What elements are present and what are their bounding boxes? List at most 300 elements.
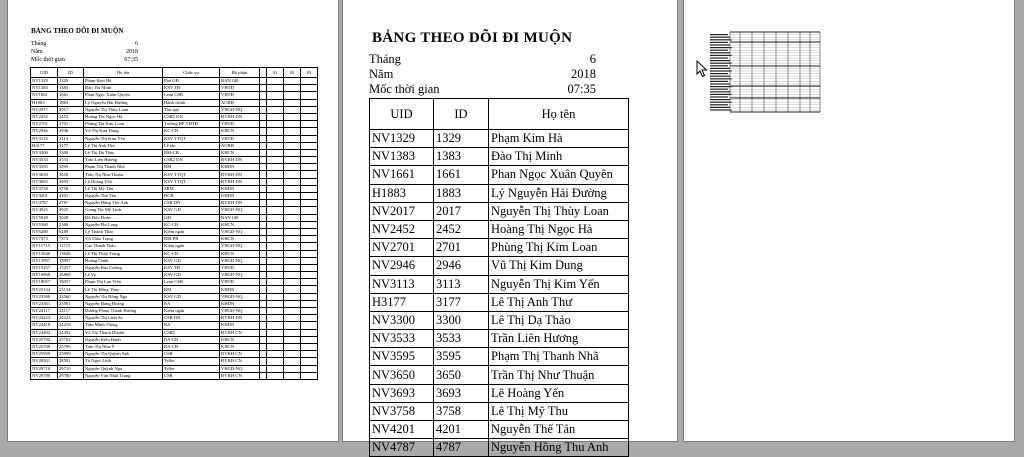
spacer-cell <box>260 185 267 192</box>
name-cell: Nguyễn Kiều Hạnh <box>84 336 163 343</box>
table-row <box>31 92 318 99</box>
thumb-text-mark <box>710 44 730 45</box>
department-cell: BAN GĐ <box>220 214 260 221</box>
department-cell: ĐVKH CN <box>220 351 260 358</box>
id-cell: 24117 <box>58 308 84 315</box>
thumb-text-mark <box>710 73 728 74</box>
name-cell: Giang Thị Mỹ Linh <box>84 207 163 214</box>
table-row <box>31 228 318 235</box>
id-cell: 1383 <box>434 148 489 166</box>
day-cell <box>301 113 318 120</box>
uid-cell: NV4201 <box>370 421 434 439</box>
day-cell <box>267 358 284 365</box>
uid-cell: NV16868 <box>31 272 58 279</box>
department-cell: KHCN <box>220 343 260 350</box>
position-cell: CSR2 <box>163 329 220 336</box>
position-cell: HCB <box>163 193 220 200</box>
position-cell: Trưởng BP VHTĐ <box>163 121 220 128</box>
uid-cell: NV4787 <box>370 439 434 457</box>
day-cell <box>267 286 284 293</box>
name-cell: Phạm Thị Thanh Nhã <box>489 348 629 366</box>
zoomed-meta-year-label: Năm <box>369 67 394 81</box>
department-cell: ĐVKH DN <box>220 315 260 322</box>
department-cell: ĐVKH CN <box>220 358 260 365</box>
day-cell <box>267 279 284 286</box>
day-cell <box>267 300 284 307</box>
day-cell <box>284 250 301 257</box>
zoomed-meta-month-value: 6 <box>589 52 596 66</box>
department-cell: ACBH <box>220 142 260 149</box>
department-cell: KHDN <box>220 300 260 307</box>
day-cell <box>301 308 318 315</box>
uid-cell: NV3595 <box>31 164 58 171</box>
thumb-text-mark <box>710 86 732 87</box>
thumb-text-mark <box>710 89 728 90</box>
day-cell <box>267 171 284 178</box>
id-cell: 3758 <box>58 185 84 192</box>
zoomed-table-row <box>370 293 629 311</box>
spacer-cell <box>260 264 267 271</box>
id-cell: 4787 <box>58 200 84 207</box>
name-cell: Phan Ngọc Xuân Quyên <box>489 166 629 184</box>
zoomed-table-row <box>370 148 629 166</box>
zoomed-meta-time-label: Mốc thời gian <box>369 82 440 96</box>
table-row <box>31 250 318 257</box>
id-cell: 24418 <box>58 322 84 329</box>
uid-cell: NV29710 <box>31 365 58 372</box>
day-cell <box>284 193 301 200</box>
position-cell: SRM <box>163 185 220 192</box>
day-cell <box>301 207 318 214</box>
position-cell: CSR DN <box>163 200 220 207</box>
id-cell: 3113 <box>434 275 489 293</box>
mouse-pointer-icon <box>696 60 708 78</box>
id-cell: 3300 <box>434 311 489 329</box>
spacer-cell <box>260 106 267 113</box>
day-cell <box>301 372 318 379</box>
uid-cell: NV3300 <box>31 149 58 156</box>
zoomed-table-row <box>370 220 629 238</box>
day-cell <box>267 322 284 329</box>
spacer-cell <box>260 336 267 343</box>
table-row <box>31 300 318 307</box>
spacer-cell <box>260 128 267 135</box>
day-cell <box>267 142 284 149</box>
department-cell: ACBH <box>220 99 260 106</box>
day-cell <box>284 99 301 106</box>
id-cell: 1661 <box>58 92 84 99</box>
day-cell <box>284 157 301 164</box>
position-cell: KC-CB <box>163 221 220 228</box>
day-cell <box>301 149 318 156</box>
table-row <box>31 243 318 250</box>
department-cell: KHDN <box>220 322 260 329</box>
position-cell: Teller <box>163 365 220 372</box>
position-cell: RM-CB <box>163 149 220 156</box>
name-cell: Hoàng Oanh <box>84 257 163 264</box>
name-cell: Nguyễn Thị Kim Yến <box>84 135 163 142</box>
table-row <box>31 257 318 264</box>
day-cell <box>301 178 318 185</box>
thumb-text-mark <box>710 47 732 48</box>
table-row <box>31 164 318 171</box>
zoomed-meta-time-value: 07:35 <box>567 82 596 96</box>
name-cell: Lê Thị Dạ Thảo <box>84 149 163 156</box>
zoomed-table-row <box>370 257 629 275</box>
day-cell <box>301 250 318 257</box>
id-cell: 1383 <box>58 85 84 92</box>
day-cell <box>267 164 284 171</box>
day-cell <box>267 250 284 257</box>
thumb-text-mark <box>710 81 728 82</box>
day-cell <box>267 372 284 379</box>
day-cell <box>267 243 284 250</box>
spacer-cell <box>260 329 267 336</box>
spacer-cell <box>260 372 267 379</box>
spacer-cell <box>260 315 267 322</box>
day-cell <box>301 164 318 171</box>
spacer-cell <box>260 308 267 315</box>
uid-cell: NV3650 <box>370 366 434 384</box>
position-cell: Phó GĐ <box>163 78 220 85</box>
day-cell <box>267 135 284 142</box>
thumb-text-mark <box>710 65 728 66</box>
spacer-cell <box>260 200 267 207</box>
position-cell: KSV TTQT <box>163 178 220 185</box>
day-cell <box>301 185 318 192</box>
uid-cell: NV3693 <box>370 384 434 402</box>
name-cell: Hoàng Thị Ngọc Hà <box>84 113 163 120</box>
position-cell: KSV GD <box>163 257 220 264</box>
name-cell: Lý Nguyễn Hải Đường <box>84 99 163 106</box>
zoomed-page-title: BẢNG THEO DÕI ĐI MUỘN <box>372 30 573 46</box>
name-cell: Lý Thanh Thảo <box>84 228 163 235</box>
id-cell: 15257 <box>58 264 84 271</box>
uid-cell: H1883 <box>31 99 58 106</box>
day-cell <box>267 200 284 207</box>
day-cell <box>284 142 301 149</box>
day-cell <box>284 264 301 271</box>
name-cell: Hoàng Thị Ngọc Hà <box>489 220 629 238</box>
name-cell: Phùng Thị Kim Loan <box>489 239 629 257</box>
day-cell <box>267 308 284 315</box>
department-cell: VHGD-NQ <box>220 257 260 264</box>
day-cell <box>284 178 301 185</box>
thumb-text-mark <box>710 96 728 97</box>
day-cell <box>267 121 284 128</box>
day-cell <box>284 308 301 315</box>
position-cell: Kiểm ngân <box>163 243 220 250</box>
day-cell <box>284 207 301 214</box>
day-cell <box>301 78 318 85</box>
position-cell: Hành chính <box>163 99 220 106</box>
id-cell: 2946 <box>58 128 84 135</box>
id-cell: 2701 <box>58 121 84 128</box>
table-row <box>31 272 318 279</box>
spacer-cell <box>260 279 267 286</box>
day-cell <box>301 99 318 106</box>
day-cell <box>267 336 284 343</box>
spacer-cell <box>260 358 267 365</box>
uid-cell: NV3533 <box>31 157 58 164</box>
thumb-text-mark <box>710 52 730 53</box>
position-cell: GĐ <box>163 214 220 221</box>
position-cell: Thủ quỹ <box>163 106 220 113</box>
day-cell <box>267 128 284 135</box>
table-row <box>31 185 318 192</box>
spacer-cell <box>260 193 267 200</box>
spacer-cell <box>260 286 267 293</box>
thumb-text-mark <box>710 76 730 77</box>
thumb-text-mark <box>710 63 732 64</box>
id-cell: 25702 <box>58 336 84 343</box>
name-cell: Dương Phạm Thanh Hương <box>84 308 163 315</box>
name-cell: Lê Thị Anh Thư <box>84 142 163 149</box>
day-cell <box>284 92 301 99</box>
table-row <box>31 157 318 164</box>
zoomed-table-row <box>370 239 629 257</box>
table-row <box>31 308 318 315</box>
id-cell: 13646 <box>58 250 84 257</box>
table-row <box>31 99 318 106</box>
id-cell: 13997 <box>58 257 84 264</box>
uid-cell: NV2452 <box>31 113 58 120</box>
position-cell: Lean CSR <box>163 279 220 286</box>
thumb-text-mark <box>710 68 730 69</box>
uid-cell: NV2701 <box>370 239 434 257</box>
name-cell: Vũ Thảo Trang <box>84 236 163 243</box>
uid-cell: NV2017 <box>370 202 434 220</box>
uid-cell: NV13997 <box>31 257 58 264</box>
day-cell <box>284 236 301 243</box>
id-cell: 2452 <box>434 220 489 238</box>
spacer-cell <box>260 236 267 243</box>
day-cell <box>284 185 301 192</box>
name-cell: Cao Thanh Thảo <box>84 243 163 250</box>
zoomed-table-row <box>370 275 629 293</box>
meta-month-label: Tháng <box>31 41 47 47</box>
spacer-cell <box>260 121 267 128</box>
name-cell: Trần Liên Hương <box>84 157 163 164</box>
department-cell: ĐVKH DN <box>220 157 260 164</box>
uid-cell: NV11715 <box>31 243 58 250</box>
name-cell: Lê Vy <box>84 272 163 279</box>
table-row <box>31 113 318 120</box>
id-cell: 1883 <box>58 99 84 106</box>
department-cell: KHCN <box>220 336 260 343</box>
name-cell: Vũ Thị Kim Dung <box>84 128 163 135</box>
department-cell: KHCN <box>220 128 260 135</box>
day-cell <box>301 228 318 235</box>
position-cell: KSV TĐ <box>163 85 220 92</box>
day-cell <box>301 142 318 149</box>
day-cell <box>284 78 301 85</box>
day-cell <box>301 85 318 92</box>
department-cell: VHTĐ <box>220 92 260 99</box>
name-cell: Lê Hoàng Yến <box>84 178 163 185</box>
table-row <box>31 214 318 221</box>
department-cell: VHTĐ <box>220 135 260 142</box>
uid-cell: H3177 <box>31 142 58 149</box>
spacer-cell <box>260 78 267 85</box>
id-cell: 5360 <box>58 221 84 228</box>
day-cell <box>301 365 318 372</box>
position-cell: RA-CB <box>163 336 220 343</box>
day-cell <box>267 193 284 200</box>
id-cell: 25999 <box>58 351 84 358</box>
day-cell <box>284 257 301 264</box>
meta-year-label: Năm <box>31 49 43 55</box>
zoomed-table-row <box>370 184 629 202</box>
day-cell <box>267 365 284 372</box>
id-cell: 23561 <box>58 300 84 307</box>
department-cell: VHTĐ <box>220 85 260 92</box>
uid-cell: NV3758 <box>31 185 58 192</box>
thumb-text-mark <box>710 55 732 56</box>
thumbnail-grid <box>710 28 820 116</box>
department-cell: KHDN <box>220 193 260 200</box>
position-cell: RA-CB <box>163 343 220 350</box>
day-cell <box>301 200 318 207</box>
day-cell <box>284 228 301 235</box>
day-cell <box>284 121 301 128</box>
uid-cell: NV29780 <box>31 372 58 379</box>
table-row <box>31 293 318 300</box>
uid-cell: NV5028 <box>31 214 58 221</box>
name-cell: Nguyễn Đăng Hoàng <box>84 300 163 307</box>
col-day-02: 02 <box>284 68 301 78</box>
spacer-cell <box>260 85 267 92</box>
department-cell: ĐVKH DN <box>220 200 260 207</box>
id-cell: 3693 <box>58 178 84 185</box>
uid-cell: NV3693 <box>31 178 58 185</box>
position-cell: KC-CB <box>163 250 220 257</box>
spacer-cell <box>260 243 267 250</box>
day-cell <box>301 293 318 300</box>
day-cell <box>284 149 301 156</box>
thumb-text-mark <box>710 99 730 100</box>
zoomed-table-row <box>370 311 629 329</box>
day-cell <box>284 243 301 250</box>
table-row <box>31 193 318 200</box>
day-cell <box>301 221 318 228</box>
id-cell: 3650 <box>58 171 84 178</box>
id-cell: 3533 <box>434 330 489 348</box>
day-cell <box>267 236 284 243</box>
spacer-cell <box>260 99 267 106</box>
position-cell: KSV GD <box>163 207 220 214</box>
uid-cell: NV3595 <box>370 348 434 366</box>
department-cell: KHCN <box>220 149 260 156</box>
uid-cell: NV1329 <box>31 78 58 85</box>
spacer-cell <box>260 149 267 156</box>
name-cell: Tô Ngọc Linh <box>84 358 163 365</box>
id-cell: 28501 <box>58 358 84 365</box>
spacer-cell <box>260 142 267 149</box>
id-cell: 24492 <box>58 329 84 336</box>
position-cell: RA <box>163 300 220 307</box>
id-cell: 1329 <box>434 130 489 148</box>
department-cell: VHGD-NQ <box>220 106 260 113</box>
day-cell <box>284 279 301 286</box>
col-day-01: 01 <box>267 68 284 78</box>
col-uid: UID <box>31 68 58 78</box>
day-cell <box>267 85 284 92</box>
day-cell <box>301 322 318 329</box>
day-cell <box>284 135 301 142</box>
position-cell: Kiểm ngân <box>163 228 220 235</box>
day-cell <box>284 300 301 307</box>
uid-cell: NV5360 <box>31 221 58 228</box>
id-cell: 24223 <box>58 315 84 322</box>
name-cell: Phan Ngọc Xuân Quyên <box>84 92 163 99</box>
thumb-text-mark <box>710 50 728 51</box>
uid-cell: NV18057 <box>31 279 58 286</box>
table-row <box>31 121 318 128</box>
thumb-text-mark <box>710 94 732 95</box>
day-cell <box>301 193 318 200</box>
uid-cell: NV1661 <box>370 166 434 184</box>
day-cell <box>284 343 301 350</box>
position-cell: RM <box>163 164 220 171</box>
thumb-text-mark <box>710 83 730 84</box>
id-cell: 29710 <box>58 365 84 372</box>
day-cell <box>301 351 318 358</box>
table-row <box>31 207 318 214</box>
name-cell: Lý Nguyễn Hải Đường <box>489 184 629 202</box>
table-row <box>31 178 318 185</box>
name-cell: Trần Minh Thông <box>84 322 163 329</box>
day-cell <box>284 106 301 113</box>
day-cell <box>301 279 318 286</box>
day-cell <box>284 200 301 207</box>
day-cell <box>267 106 284 113</box>
id-cell: 3650 <box>434 366 489 384</box>
uid-cell: NV4925 <box>31 207 58 214</box>
print-page-2-zoomed <box>343 0 677 455</box>
thumb-text-mark <box>710 37 730 38</box>
print-page-1 <box>8 0 338 441</box>
meta-month-value: 6 <box>135 41 138 47</box>
department-cell: ĐVKH DN <box>220 178 260 185</box>
thumb-text-mark <box>710 78 732 79</box>
id-cell: 18057 <box>58 279 84 286</box>
department-cell: VHGD-NQ <box>220 293 260 300</box>
table-row <box>31 365 318 372</box>
day-cell <box>301 272 318 279</box>
day-cell <box>301 243 318 250</box>
day-cell <box>267 228 284 235</box>
table-row <box>31 171 318 178</box>
uid-cell: NV1383 <box>31 85 58 92</box>
spacer-cell <box>260 113 267 120</box>
day-cell <box>267 207 284 214</box>
day-cell <box>301 315 318 322</box>
table-row <box>31 78 318 85</box>
position-cell: Lễ tân <box>163 142 220 149</box>
day-cell <box>267 113 284 120</box>
table-row <box>31 128 318 135</box>
id-cell: 11715 <box>58 243 84 250</box>
uid-cell: NV3650 <box>31 171 58 178</box>
id-cell: 3177 <box>434 293 489 311</box>
department-cell: VHGD-NQ <box>220 228 260 235</box>
id-cell: 2017 <box>434 202 489 220</box>
uid-cell: NV2946 <box>31 128 58 135</box>
id-cell: 2946 <box>434 257 489 275</box>
uid-cell: NV24492 <box>31 329 58 336</box>
zoomed-meta-year-value: 2018 <box>571 67 596 81</box>
